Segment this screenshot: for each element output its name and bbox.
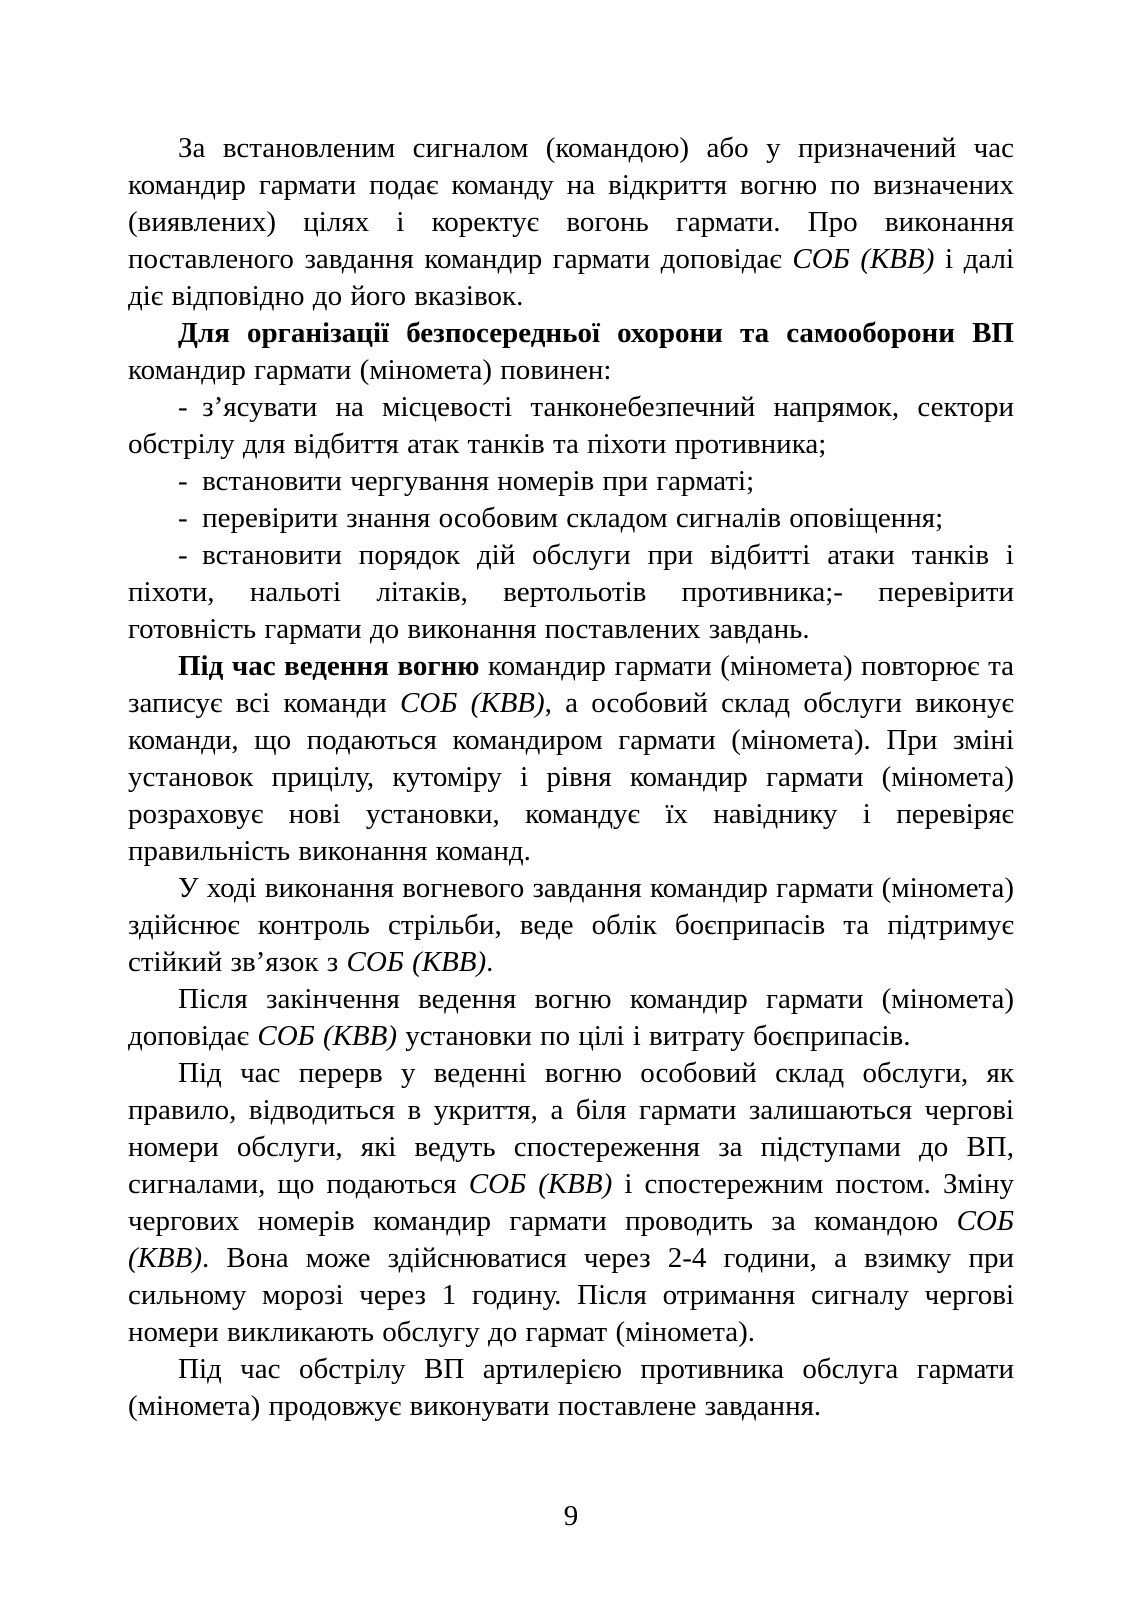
list-item-duty-rotation	[128, 463, 1014, 500]
paragraph-under-shelling	[128, 1351, 1014, 1425]
paragraph-fire-breaks	[128, 1055, 1014, 1351]
text-run: . Вона може здійснюватися через 2-4 години, а взимку при сильному морозі через 1 годину. Після отримання сигналу чергові номери викликають обслугу до гармат (міномета).	[128, 1242, 1014, 1348]
text-run: - встановити чергування номерів при гарматі;	[178, 465, 755, 497]
list-item-terrain	[128, 389, 1014, 463]
paragraph-organization-heading	[128, 315, 1014, 389]
text-run: Після закінчення ведення вогню командир гармати (міномета) доповідає	[128, 983, 1014, 1052]
page-number: 9	[563, 1500, 579, 1532]
text-run: і далі діє відповідно до його вказівок.	[128, 243, 1014, 312]
text-run: Під час обстрілу ВП артилерією противника обслуга гармати (міномета) продовжує виконувати поставлене завдання.	[128, 1353, 1014, 1422]
paragraph-signal-command	[128, 130, 1014, 315]
text-run-italic: СОБ (КВВ)	[400, 687, 545, 719]
text-run: - перевірити знання особовим складом сигналів оповіщення;	[178, 502, 944, 534]
text-run-italic: СОБ (КВВ)	[468, 1168, 613, 1200]
document-content	[128, 130, 1014, 1425]
list-item-crew-actions	[128, 537, 1014, 648]
text-run: .	[486, 946, 494, 978]
text-run: командир гармати (міномета) повторює та записує всі команди	[128, 650, 1014, 719]
text-run-italic: СОБ (КВВ)	[257, 1020, 398, 1052]
text-run: Під час перерв у веденні вогню особовий склад обслуги, як правило, відводиться в укриття, а біля гармати залишаються чергові номери обслуги, які ведуть спостереження за підступами до ВП, сигналами, що подаються	[128, 1057, 1014, 1200]
text-run-bold: Під час ведення вогню	[178, 650, 480, 682]
paragraph-after-fire	[128, 981, 1014, 1055]
text-run: У ході виконання вогневого завдання командир гармати (міномета) здійснює контроль стрільби, веде облік боєприпасів та підтримує стійкий зв’язок з	[128, 872, 1014, 978]
text-run: командир гармати (міномета) повинен:	[128, 354, 612, 386]
paragraph-fire-mission	[128, 870, 1014, 981]
text-run: і спостережним постом. Зміну чергових номерів командир гармати проводить за командою	[128, 1168, 1014, 1237]
text-run: За встановленим сигналом (командою) або у призначений час командир гармати подає команду на відкриття вогню по визначених (виявлених) цілях і коректує вогонь гармати. Про виконання поставленого завдання командир гармати доповідає	[128, 132, 1014, 275]
text-run: установки по цілі і витрату боєприпасів.	[397, 1020, 911, 1052]
paragraph-during-fire	[128, 648, 1014, 870]
text-run-italic: СОБ (КВВ)	[792, 243, 935, 275]
list-item-signals-knowledge	[128, 500, 1014, 537]
text-run-italic: СОБ (КВВ)	[346, 946, 487, 978]
text-run-bold: Для організації безпосередньої охорони та самооборони ВП	[178, 317, 1014, 349]
text-run: , а особовий склад обслуги виконує команди, що подаються командиром гармати (міномета). При зміні установок прицілу, кутоміру і рівня командир гармати (міномета) розраховує нові установки, командує їх навіднику і перевіряє правильність виконання команд.	[128, 687, 1014, 867]
text-run: - з’ясувати на місцевості танконебезпечний напрямок, сектори обстрілу для відбиття атак танків та піхоти противника;	[128, 391, 1014, 460]
text-run-italic: СОБ (КВВ)	[128, 1205, 1014, 1274]
text-run: - встановити порядок дій обслуги при відбитті атаки танків і піхоти, нальоті літаків, вертольотів противника;- перевірити готовність гармати до виконання поставлених завдань.	[128, 539, 1014, 645]
